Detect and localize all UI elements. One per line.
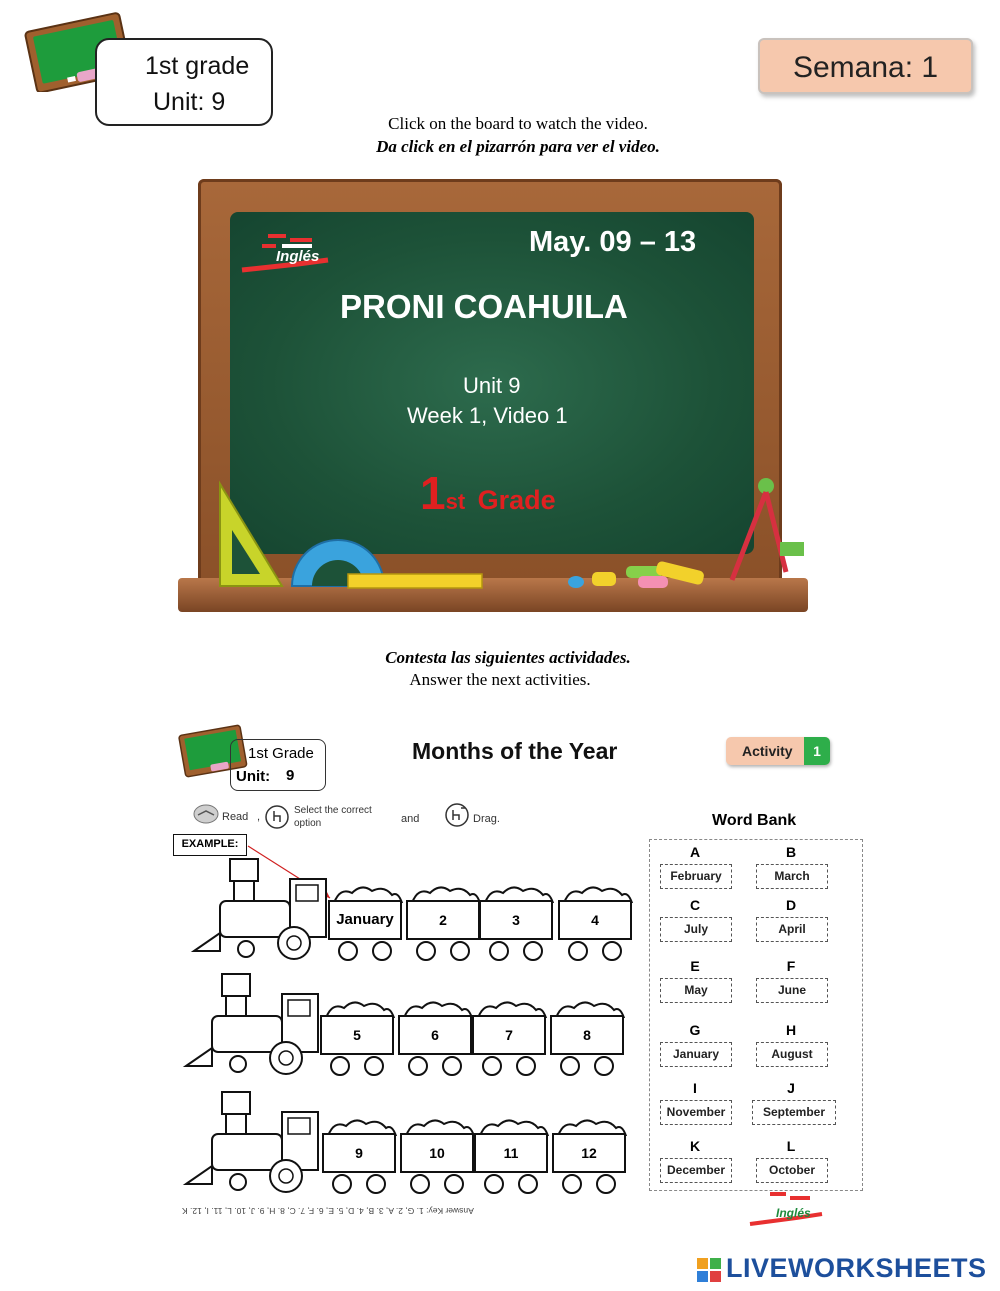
- activity-badge-label: Activity: [742, 743, 793, 759]
- word-bank-chip[interactable]: February: [660, 864, 732, 889]
- word-bank-chip[interactable]: January: [660, 1042, 732, 1067]
- word-bank-chip[interactable]: July: [660, 917, 732, 942]
- train-wheel: [489, 941, 509, 961]
- word-bank-chip[interactable]: March: [756, 864, 828, 889]
- train-car-dropzone[interactable]: 10: [400, 1133, 474, 1173]
- word-bank-letter: K: [689, 1138, 701, 1154]
- semana-badge: Semana: 1: [758, 38, 973, 94]
- instr-drag: Drag.: [473, 813, 500, 825]
- example-label: EXAMPLE:: [173, 834, 247, 856]
- train-car-example: January: [328, 900, 402, 940]
- word-bank-title: Word Bank: [712, 812, 797, 829]
- train-wheel: [518, 1174, 538, 1194]
- word-bank-letter: A: [689, 844, 701, 860]
- word-bank-letter: L: [786, 1138, 796, 1154]
- activity-badge-num: 1: [804, 737, 830, 765]
- train-wheel: [562, 1174, 582, 1194]
- activity-title: Months of the Year: [412, 738, 618, 764]
- train-car-dropzone[interactable]: 12: [552, 1133, 626, 1173]
- train-wheel: [596, 1174, 616, 1194]
- word-bank-chip[interactable]: October: [756, 1158, 828, 1183]
- word-bank-chip[interactable]: June: [756, 978, 828, 1003]
- instr-read: Read: [222, 811, 249, 823]
- train-wheel: [364, 1056, 384, 1076]
- train-car-dropzone[interactable]: 7: [472, 1015, 546, 1055]
- train-wheel: [338, 941, 358, 961]
- word-bank-chip[interactable]: November: [660, 1100, 732, 1125]
- grade-label: 1st grade: [145, 52, 250, 80]
- train-wheel: [408, 1056, 428, 1076]
- chalk-icon: [566, 560, 712, 592]
- train-car-dropzone[interactable]: 9: [322, 1133, 396, 1173]
- activities-intro-en: Answer the next activities.: [409, 670, 591, 689]
- instr-comma: ,: [257, 811, 261, 823]
- train-wheel: [568, 941, 588, 961]
- word-bank-chip[interactable]: December: [660, 1158, 732, 1183]
- activity-unit-prefix: Unit:: [236, 768, 271, 785]
- board-grade: [420, 466, 556, 520]
- word-bank-chip[interactable]: September: [752, 1100, 836, 1125]
- instr-select: Select the correct option: [294, 805, 372, 829]
- train-car-dropzone[interactable]: 3: [479, 900, 553, 940]
- read-icon: [192, 803, 220, 825]
- train-wheel: [602, 941, 622, 961]
- ingles-logo-text: Inglés: [276, 248, 320, 265]
- train-wheel: [410, 1174, 430, 1194]
- board-grade-word: Grade: [477, 485, 556, 515]
- word-bank-chip[interactable]: August: [756, 1042, 828, 1067]
- unit-label: Unit: 9: [153, 88, 226, 116]
- word-bank-letter: C: [689, 897, 701, 913]
- activity-unit-num: 9: [286, 767, 295, 784]
- train-car-dropzone[interactable]: 11: [474, 1133, 548, 1173]
- train-wheel: [332, 1174, 352, 1194]
- set-square-icon: [214, 480, 286, 590]
- train-engine-icon: [190, 855, 330, 965]
- liveworksheets-logo-icon: [697, 1258, 721, 1282]
- train-car-dropzone[interactable]: 2: [406, 900, 480, 940]
- train-car-dropzone[interactable]: 4: [558, 900, 632, 940]
- word-bank-letter: D: [785, 897, 797, 913]
- board-program: PRONI COAHUILA: [340, 288, 628, 325]
- ruler-icon: [346, 572, 484, 590]
- train-wheel: [484, 1174, 504, 1194]
- train-wheel: [594, 1056, 614, 1076]
- train-wheel: [442, 1056, 462, 1076]
- train-car-dropzone[interactable]: 6: [398, 1015, 472, 1055]
- train-wheel: [482, 1056, 502, 1076]
- word-bank: [649, 839, 863, 1191]
- train-wheel: [450, 941, 470, 961]
- train-wheel: [560, 1056, 580, 1076]
- train-car-dropzone[interactable]: 5: [320, 1015, 394, 1055]
- instr-and: and: [401, 813, 420, 825]
- select-icon: [264, 804, 290, 830]
- train-wheel: [516, 1056, 536, 1076]
- word-bank-letter: I: [693, 1080, 697, 1096]
- instruction-en: Click on the board to watch the video.: [388, 114, 648, 133]
- train-engine-icon: [182, 970, 322, 1080]
- activity-badge: [726, 737, 830, 765]
- ingles-footer-logo-text: Inglés: [776, 1206, 811, 1220]
- board-unit: Unit 9: [463, 373, 521, 398]
- activity-grade-label: 1st Grade: [248, 745, 314, 762]
- train-wheel: [372, 941, 392, 961]
- activities-intro-es: Contesta las siguientes actividades.: [385, 648, 631, 667]
- word-bank-letter: E: [690, 958, 700, 974]
- word-bank-letter: B: [785, 844, 797, 860]
- liveworksheets-brand[interactable]: LIVEWORKSHEETS: [726, 1253, 987, 1283]
- train-wheel: [366, 1174, 386, 1194]
- answer-key: Answer Key: 1. G, 2. A, 3. B, 4. D, 5. E, 6. F, 7. C, 8. H, 9. J, 10. L, 11. I, 12. K: [182, 1206, 474, 1216]
- train-car-dropzone[interactable]: 8: [550, 1015, 624, 1055]
- train-wheel: [523, 941, 543, 961]
- word-bank-letter: H: [785, 1022, 797, 1038]
- instruction-es: Da click en el pizarrón para ver el video.: [376, 137, 660, 156]
- train-engine-icon: [182, 1088, 322, 1198]
- board-grade-num: 1: [420, 467, 446, 519]
- train-wheel: [330, 1056, 350, 1076]
- word-bank-chip[interactable]: April: [756, 917, 828, 942]
- train-wheel: [416, 941, 436, 961]
- word-bank-letter: J: [787, 1080, 795, 1096]
- board-grade-suffix: st: [445, 489, 466, 514]
- word-bank-chip[interactable]: May: [660, 978, 732, 1003]
- board-date: May. 09 – 13: [529, 226, 697, 258]
- drag-icon: [444, 802, 470, 828]
- word-bank-letter: F: [786, 958, 796, 974]
- train-wheel: [444, 1174, 464, 1194]
- word-bank-letter: G: [689, 1022, 701, 1038]
- board-week-video: Week 1, Video 1: [407, 403, 568, 428]
- compass-icon: [722, 472, 808, 592]
